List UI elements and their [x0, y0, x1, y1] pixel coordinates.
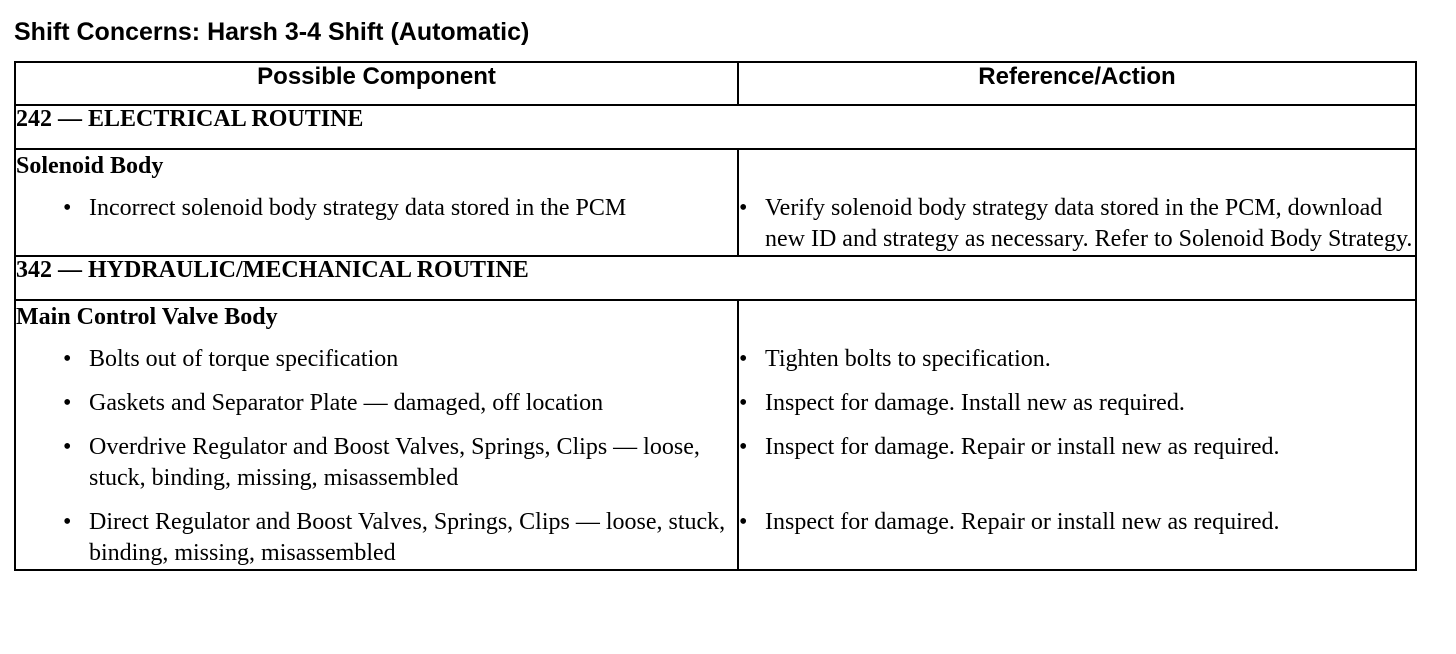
action-text: Inspect for damage. Install new as required. — [765, 390, 1185, 416]
bullet-icon: • — [63, 434, 72, 460]
bullet-icon: • — [739, 195, 748, 221]
diagnosis-table — [14, 61, 1417, 571]
action-text: Tighten bolts to specification. — [765, 346, 1051, 372]
component-group-name: Solenoid Body — [16, 153, 164, 179]
list-item — [16, 432, 737, 494]
action-cell — [738, 300, 1416, 570]
list-item — [739, 388, 1415, 419]
table-row — [15, 300, 1416, 570]
header-row — [15, 62, 1416, 105]
bullet-icon: • — [739, 509, 748, 535]
list-item — [16, 193, 737, 224]
bullet-icon: • — [63, 346, 72, 372]
list-item — [739, 193, 1415, 255]
routine-row — [15, 256, 1416, 300]
component-text: Bolts out of torque specification — [89, 346, 399, 372]
list-item — [739, 507, 1415, 538]
column-header-component: Possible Component — [15, 62, 738, 105]
action-text: Inspect for damage. Repair or install new as required. — [765, 509, 1280, 535]
component-text: Incorrect solenoid body strategy data stored in the PCM — [89, 195, 627, 221]
list-item — [16, 388, 737, 419]
bullet-icon: • — [63, 509, 72, 535]
list-item — [16, 507, 737, 569]
routine-row — [15, 105, 1416, 149]
component-text: Gaskets and Separator Plate — damaged, off location — [89, 390, 604, 416]
bullet-icon: • — [63, 195, 72, 221]
routine-heading: 242 — ELECTRICAL ROUTINE — [15, 105, 1416, 149]
bullet-icon: • — [739, 346, 748, 372]
bullet-icon: • — [739, 434, 748, 460]
bullet-icon: • — [63, 390, 72, 416]
table-row — [15, 149, 1416, 256]
action-text: Inspect for damage. Repair or install new as required. — [765, 434, 1280, 460]
component-cell — [15, 149, 738, 256]
component-text: Direct Regulator and Boost Valves, Springs, Clips — loose, stuck, binding, missing, misassembled — [89, 509, 726, 566]
list-item — [739, 432, 1415, 494]
bullet-icon: • — [739, 390, 748, 416]
action-cell — [738, 149, 1416, 256]
component-text: Overdrive Regulator and Boost Valves, Springs, Clips — loose, stuck, binding, missing, misassembled — [89, 434, 700, 491]
component-group-name: Main Control Valve Body — [16, 304, 278, 330]
list-item — [16, 344, 737, 375]
routine-heading: 342 — HYDRAULIC/MECHANICAL ROUTINE — [15, 256, 1416, 300]
action-text: Verify solenoid body strategy data stored in the PCM, download new ID and strategy as necessary. Refer to Solenoid Body Strategy. — [765, 195, 1413, 252]
page-title: Shift Concerns: Harsh 3-4 Shift (Automatic) — [14, 18, 530, 46]
column-header-action: Reference/Action — [738, 62, 1416, 105]
component-cell — [15, 300, 738, 570]
list-item — [739, 344, 1415, 375]
